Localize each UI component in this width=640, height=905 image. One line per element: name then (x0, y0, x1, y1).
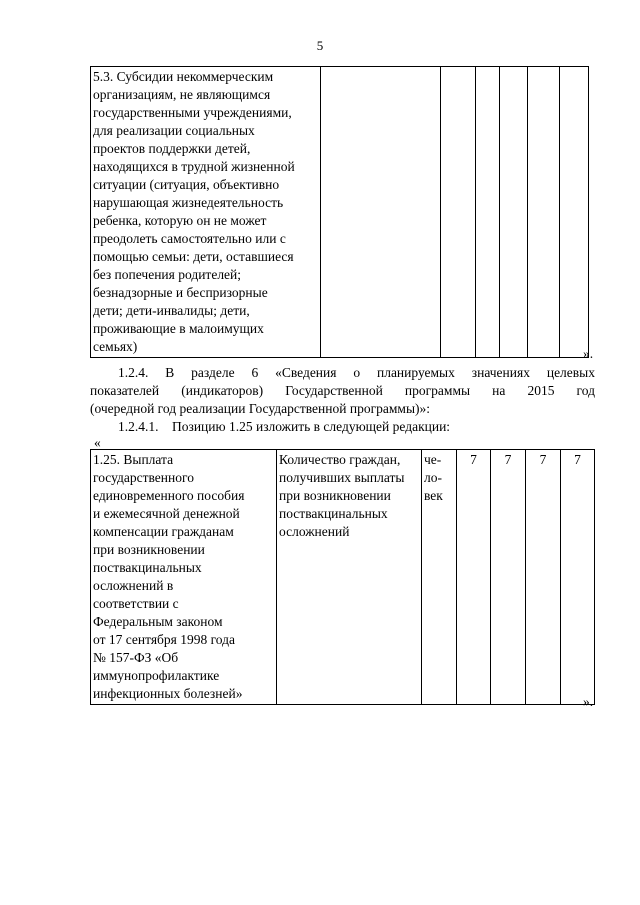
indicator-cell: Количество граждан, получивших выплаты при возникновении поствакцинальных осложнений (277, 450, 422, 705)
unit-cell (441, 67, 476, 358)
paragraph-1-line-2: показателей (индикаторов) Государственной программы на 2015 год (90, 383, 595, 398)
closing-quote-1: ». (583, 346, 594, 361)
opening-quote: « (94, 435, 101, 450)
closing-quote-2: ». (583, 694, 594, 709)
page-number: 5 (316, 38, 324, 53)
value-cell-2 (500, 67, 528, 358)
table-row (91, 67, 589, 358)
paragraph-2: 1.2.4.1. Позицию 1.25 изложить в следующей редакции: (118, 419, 451, 434)
paragraph-1-line-3: (очередной год реализации Государственной программы)»: (90, 401, 431, 416)
table-row (91, 450, 595, 705)
value-cell-1: 7 (457, 450, 491, 705)
subsidies-table (90, 66, 589, 358)
indicator-cell (321, 67, 441, 358)
value-cell-3 (528, 67, 560, 358)
row-name-cell: 5.3. Субсидии некоммерческим организациям, не являющимся государственными учреждениями, для реализации социальных проектов поддержки детей, находящихся в трудной жизненной ситуации (ситуация, объективно нарушающая жизнедеятельность ребенка, которую он не может преодолеть самостоятельно или с помощью семьи: дети, оставшиеся без попечения родителей; безнадзорные и беспризорные дети; дети-инвалиды; дети, проживающие в малоимущих семьях) (91, 67, 321, 358)
value-cell-4: 7 (561, 450, 595, 705)
position-name-cell: 1.25. Выплата государственного единовременного пособия и ежемесячной денежной компенсации гражданам при возникновении поствакцинальных осложнений в соответствии с Федеральным законом от 17 сентября 1998 года № 157-ФЗ «Об иммунопрофилактике инфекционных болезней» (91, 450, 277, 705)
paragraph-1-line-1: 1.2.4. В разделе 6 «Сведения о планируемых значениях целевых (118, 365, 595, 380)
value-cell-4 (560, 67, 589, 358)
value-cell-1 (476, 67, 500, 358)
value-cell-2: 7 (491, 450, 526, 705)
value-cell-3: 7 (526, 450, 561, 705)
indicators-table (90, 449, 595, 705)
unit-cell: че- ло- век (422, 450, 457, 705)
